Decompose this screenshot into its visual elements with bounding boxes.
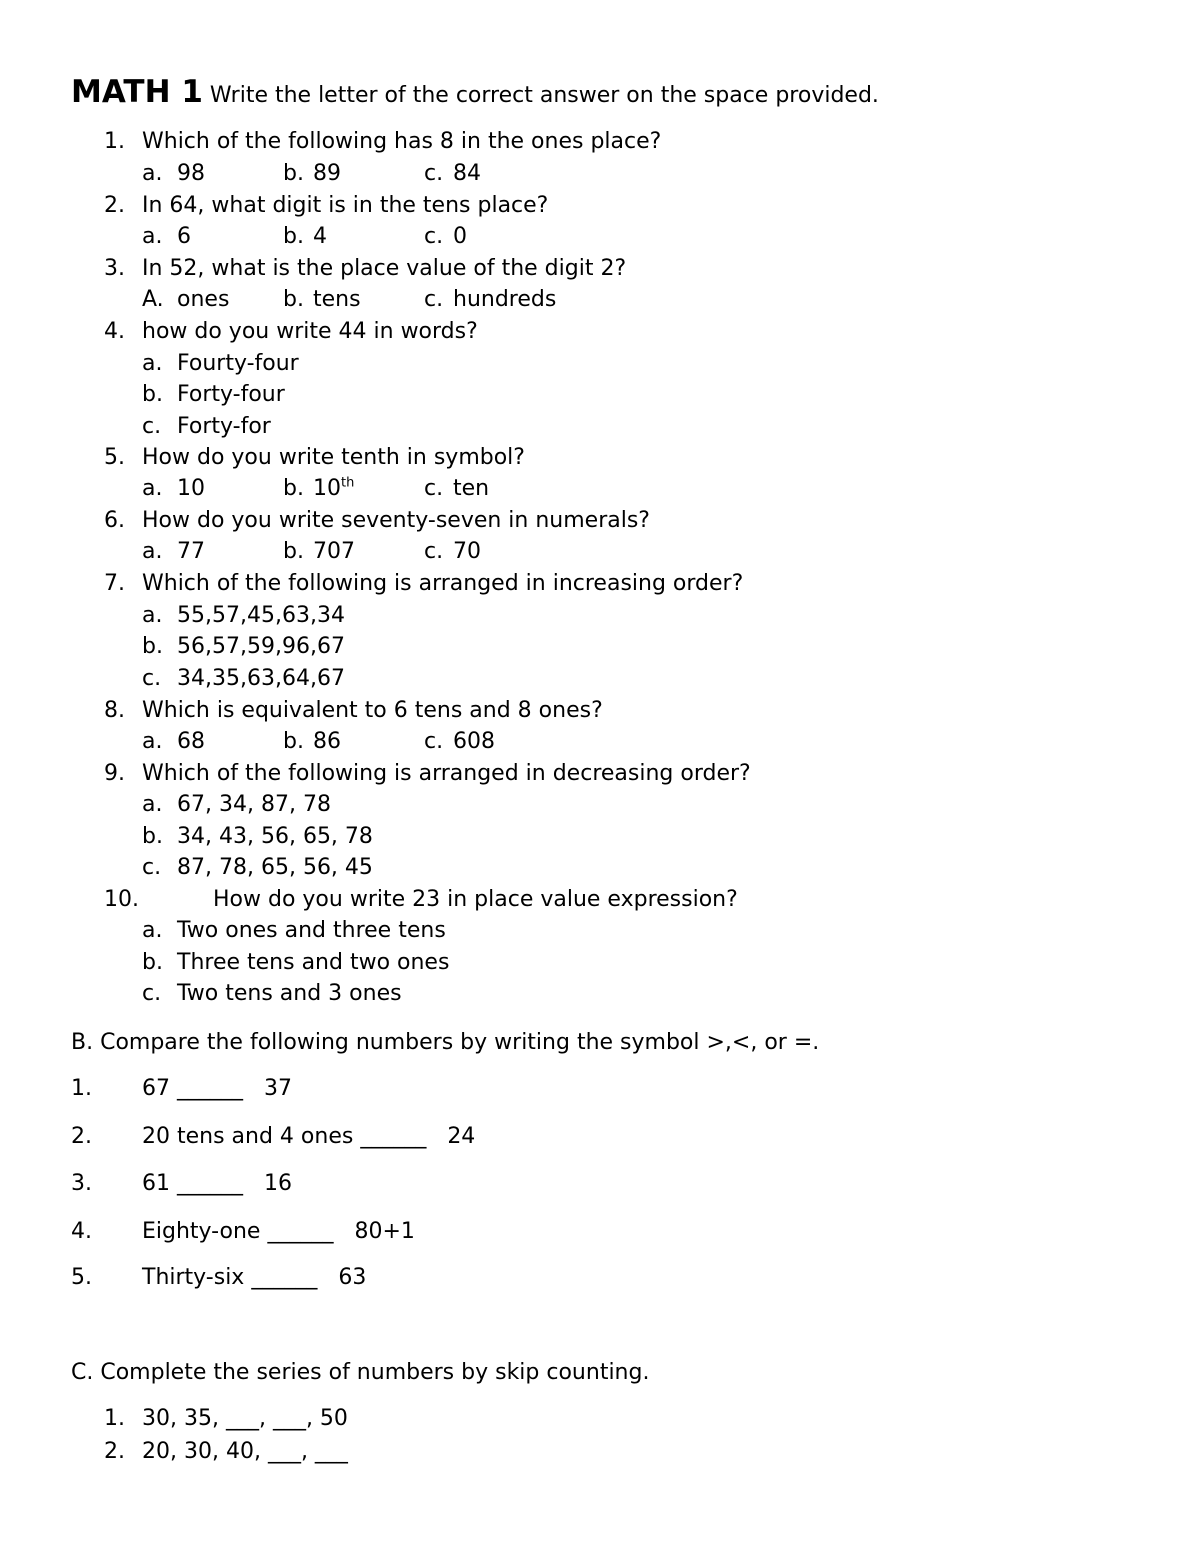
compare-right: 63: [338, 1265, 367, 1290]
compare-item: [142, 1265, 366, 1291]
choice-letter: b.: [283, 476, 304, 501]
choice-text: ten: [453, 476, 490, 501]
compare-right: 80+1: [354, 1219, 415, 1244]
compare-item: [142, 1171, 292, 1197]
choice-letter: c.: [424, 729, 444, 754]
ordinal-suffix: th: [341, 475, 355, 491]
choice-text: 34,35,63,64,67: [177, 666, 345, 691]
choice-letter: c.: [424, 287, 444, 312]
question-text: Which of the following has 8 in the ones place?: [142, 129, 662, 154]
series-item: 20, 30, 40, ___, ___: [142, 1439, 348, 1464]
question-text: Which is equivalent to 6 tens and 8 ones?: [142, 698, 603, 723]
choice-letter: a.: [142, 603, 163, 628]
choice-letter: c.: [142, 855, 162, 880]
question-text: How do you write seventy-seven in numerals?: [142, 508, 650, 533]
series-item-number: 1.: [104, 1406, 125, 1431]
choice-letter: a.: [142, 729, 163, 754]
compare-right: 16: [263, 1171, 292, 1196]
question-number: 8.: [104, 698, 125, 723]
question-number: 6.: [104, 508, 125, 533]
choice-letter: b.: [283, 539, 304, 564]
choice-letter: c.: [142, 981, 162, 1006]
compare-right: 37: [263, 1076, 292, 1101]
compare-left: 67: [142, 1076, 170, 1101]
choice-text: 77: [177, 539, 205, 564]
compare-item-number: 4.: [71, 1219, 92, 1244]
choice-letter: c.: [424, 161, 444, 186]
choice-text: 34, 43, 56, 65, 78: [177, 824, 373, 849]
choice-letter: c.: [424, 539, 444, 564]
choice-text: 87, 78, 65, 56, 45: [177, 855, 373, 880]
choice-letter: c.: [142, 414, 162, 439]
choice-text: Forty-four: [177, 382, 285, 407]
series-item-number: 2.: [104, 1439, 125, 1464]
compare-left: Eighty-one: [142, 1219, 261, 1244]
choice-text: 67, 34, 87, 78: [177, 792, 331, 817]
question-text: how do you write 44 in words?: [142, 319, 478, 344]
part-b-heading: B. Compare the following numbers by writing the symbol >,<, or =.: [71, 1030, 820, 1055]
choice-letter: c.: [424, 224, 444, 249]
question-number: 10.: [104, 887, 139, 912]
worksheet-instruction: Write the letter of the correct answer on the space provided.: [209, 83, 879, 108]
choice-text: [313, 476, 354, 502]
compare-item: [142, 1124, 475, 1150]
choice-text: 6: [177, 224, 191, 249]
choice-letter: a.: [142, 351, 163, 376]
compare-item-number: 2.: [71, 1124, 92, 1149]
choice-letter: b.: [283, 161, 304, 186]
choice-text: 84: [453, 161, 481, 186]
choice-text: 55,57,45,63,34: [177, 603, 345, 628]
question-text: Which of the following is arranged in increasing order?: [142, 571, 744, 596]
question-number: 1.: [104, 129, 125, 154]
choice-text: Three tens and two ones: [177, 950, 450, 975]
choice-text: tens: [313, 287, 361, 312]
answer-blank[interactable]: ______: [177, 1171, 243, 1196]
choice-letter: b.: [142, 634, 163, 659]
question-number: 5.: [104, 445, 125, 470]
choice-letter: a.: [142, 476, 163, 501]
choice-text: 10: [177, 476, 205, 501]
compare-left: 61: [142, 1171, 170, 1196]
compare-item: [142, 1219, 415, 1245]
choice-letter: a.: [142, 918, 163, 943]
compare-left: Thirty-six: [142, 1265, 245, 1290]
answer-blank[interactable]: ______: [251, 1265, 318, 1290]
choice-letter: A.: [142, 287, 164, 312]
question-number: 9.: [104, 761, 125, 786]
choice-text: ones: [177, 287, 230, 312]
choice-text: Fourty-four: [177, 351, 299, 376]
choice-letter: c.: [424, 476, 444, 501]
compare-right: 24: [447, 1124, 476, 1149]
choice-text: 608: [453, 729, 495, 754]
question-number: 3.: [104, 256, 125, 281]
question-number: 7.: [104, 571, 125, 596]
answer-blank[interactable]: ______: [267, 1219, 334, 1244]
compare-item-number: 3.: [71, 1171, 92, 1196]
choice-text: 56,57,59,96,67: [177, 634, 345, 659]
question-number: 2.: [104, 193, 125, 218]
question-text: In 52, what is the place value of the digit 2?: [142, 256, 627, 281]
choice-value: 10: [313, 476, 341, 501]
choice-letter: b.: [283, 729, 304, 754]
compare-item: [142, 1076, 292, 1102]
choice-text: 707: [313, 539, 355, 564]
answer-blank[interactable]: ______: [360, 1124, 427, 1149]
compare-item-number: 1.: [71, 1076, 92, 1101]
choice-text: Two ones and three tens: [177, 918, 446, 943]
choice-letter: b.: [142, 950, 163, 975]
answer-blank[interactable]: ______: [177, 1076, 243, 1101]
choice-letter: b.: [142, 824, 163, 849]
worksheet-header: [71, 74, 879, 110]
choice-letter: c.: [142, 666, 162, 691]
worksheet-title: MATH 1: [71, 74, 203, 110]
choice-letter: b.: [283, 224, 304, 249]
choice-letter: a.: [142, 161, 163, 186]
question-text: How do you write tenth in symbol?: [142, 445, 525, 470]
compare-item-number: 5.: [71, 1265, 92, 1290]
question-text: Which of the following is arranged in decreasing order?: [142, 761, 751, 786]
choice-text: 68: [177, 729, 205, 754]
series-item: 30, 35, ___, ___, 50: [142, 1406, 348, 1431]
question-text: How do you write 23 in place value expression?: [213, 887, 738, 912]
question-number: 4.: [104, 319, 125, 344]
choice-text: 98: [177, 161, 205, 186]
choice-text: Forty-for: [177, 414, 271, 439]
choice-text: 86: [313, 729, 341, 754]
choice-letter: b.: [283, 287, 304, 312]
question-text: In 64, what digit is in the tens place?: [142, 193, 549, 218]
choice-letter: a.: [142, 792, 163, 817]
choice-text: Two tens and 3 ones: [177, 981, 402, 1006]
choice-text: 70: [453, 539, 481, 564]
choice-text: hundreds: [453, 287, 557, 312]
choice-letter: b.: [142, 382, 163, 407]
choice-text: 0: [453, 224, 467, 249]
choice-text: 4: [313, 224, 327, 249]
choice-letter: a.: [142, 539, 163, 564]
choice-letter: a.: [142, 224, 163, 249]
compare-left: 20 tens and 4 ones: [142, 1124, 354, 1149]
part-c-heading: C. Complete the series of numbers by skip counting.: [71, 1360, 650, 1385]
choice-text: 89: [313, 161, 341, 186]
